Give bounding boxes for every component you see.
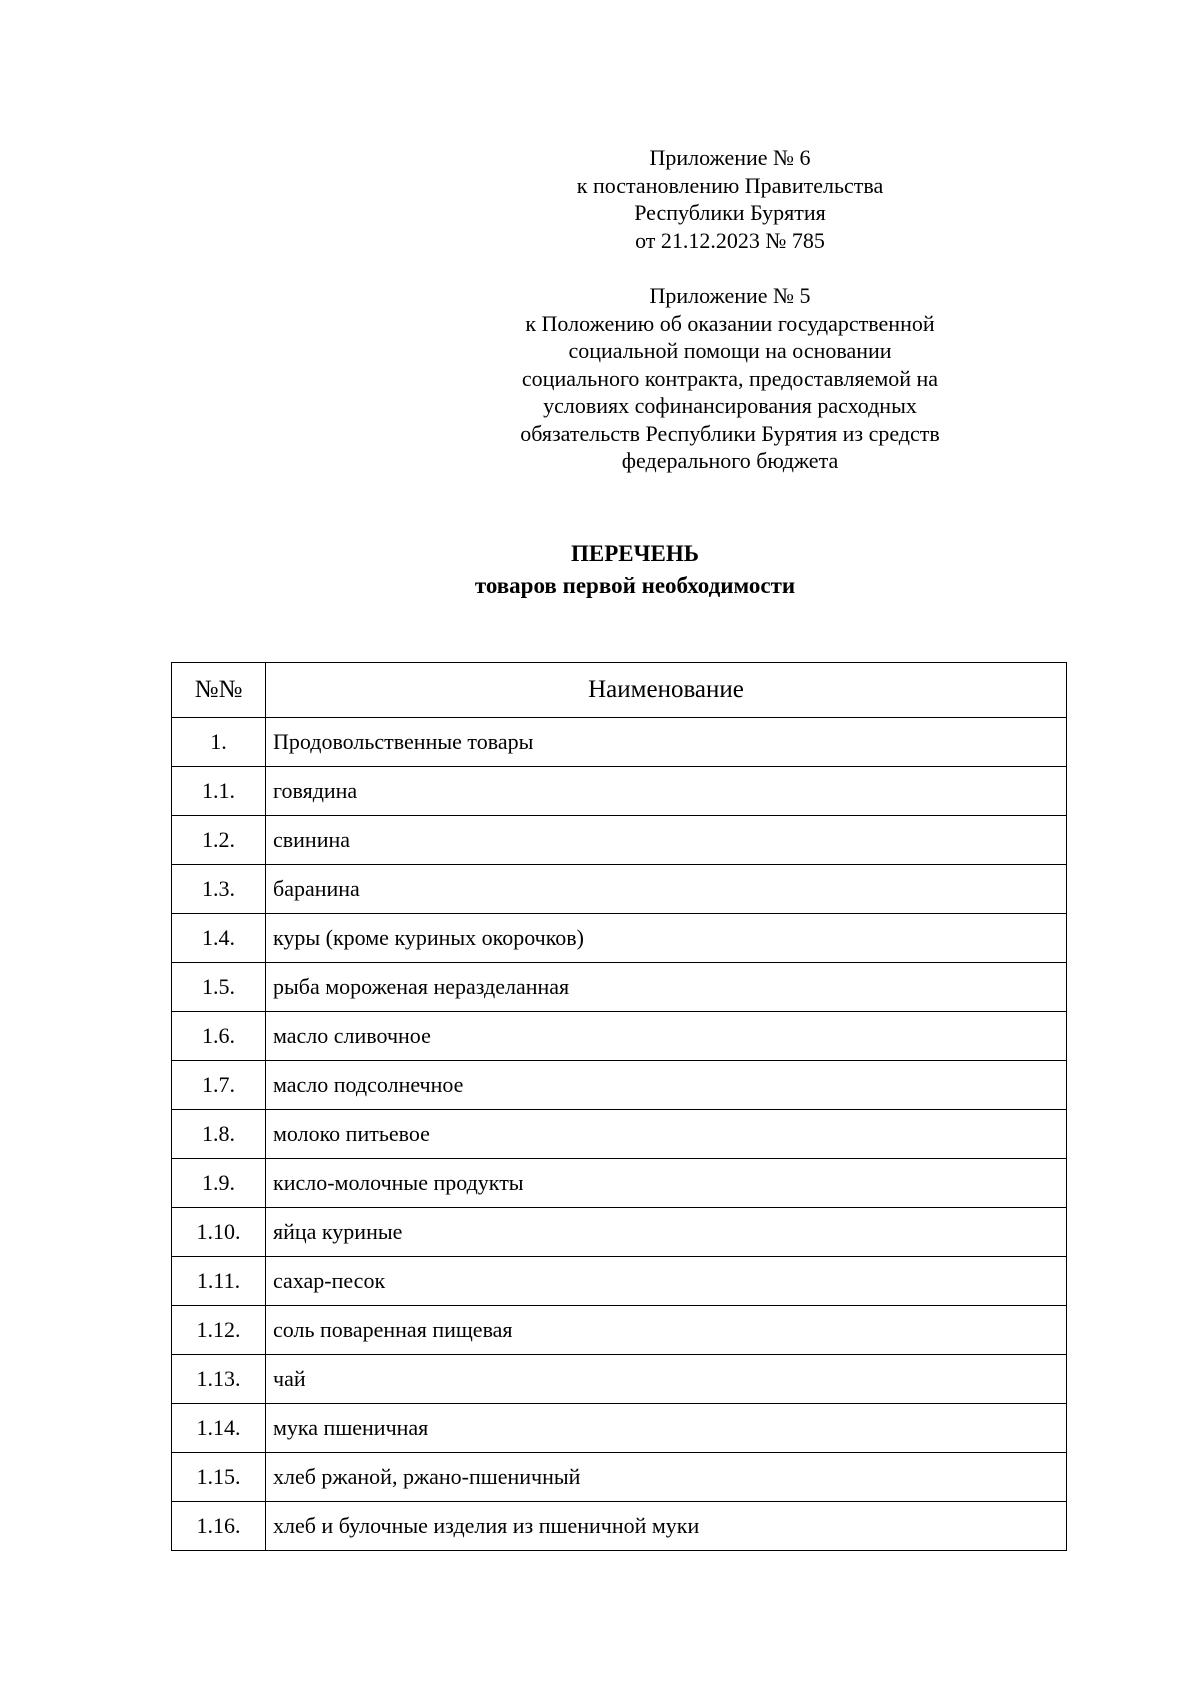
row-name: хлеб и булочные изделия из пшеничной муки [266,1502,1067,1551]
annex-5-line: условиях софинансирования расходных [543,393,917,418]
row-number: 1.14. [172,1404,266,1453]
table-row [172,1306,1067,1355]
table-row [172,963,1067,1012]
row-number: 1.8. [172,1110,266,1159]
row-name: чай [266,1355,1067,1404]
table-row [172,1110,1067,1159]
row-name: яйца куриные [266,1208,1067,1257]
row-number: 1.9. [172,1159,266,1208]
table-row [172,865,1067,914]
annex-5-line: Приложение № 5 [649,283,811,308]
row-number: 1.2. [172,816,266,865]
annex-5-line: социального контракта, предоставляемой на [521,365,939,391]
table-row [172,1257,1067,1306]
row-name: масло сливочное [266,1012,1067,1061]
goods-table [171,662,1067,1551]
row-number: 1.11. [172,1257,266,1306]
table-row [172,767,1067,816]
row-name: сахар-песок [266,1257,1067,1306]
table-row [172,816,1067,865]
annex-6-header [500,144,960,254]
row-name: мука пшеничная [266,1404,1067,1453]
row-name: соль поваренная пищевая [266,1306,1067,1355]
row-number: 1.7. [172,1061,266,1110]
table-header-row [172,663,1067,718]
table-row [172,1404,1067,1453]
table-row [172,1061,1067,1110]
document-title [0,538,1200,602]
title-sub: товаров первой необходимости [474,573,796,598]
annex-6-line: Республики Бурятия [634,200,826,225]
annex-6-line: к постановлению Правительства [576,172,884,198]
row-name: рыба мороженая неразделанная [266,963,1067,1012]
table-row [172,1159,1067,1208]
header-number: №№ [172,663,266,718]
row-number: 1.13. [172,1355,266,1404]
row-name: масло подсолнечное [266,1061,1067,1110]
row-number: 1.4. [172,914,266,963]
table-row [172,1012,1067,1061]
annex-6-line: Приложение № 6 [649,145,811,170]
annex-5-line: обязательств Республики Бурятия из средств [520,420,940,446]
row-name: куры (кроме куриных окорочков) [266,914,1067,963]
annex-5-header [470,282,990,475]
annex-6-line: от 21.12.2023 № 785 [635,227,825,253]
row-number: 1.6. [172,1012,266,1061]
row-name: говядина [266,767,1067,816]
table-row [172,1502,1067,1551]
table-row [172,1453,1067,1502]
title-main: ПЕРЕЧЕНЬ [571,541,699,566]
row-name: молоко питьевое [266,1110,1067,1159]
row-number: 1.16. [172,1502,266,1551]
row-number: 1.1. [172,767,266,816]
row-number: 1.12. [172,1306,266,1355]
table-row [172,718,1067,767]
table-row [172,914,1067,963]
row-name: баранина [266,865,1067,914]
row-number: 1.3. [172,865,266,914]
row-number: 1.15. [172,1453,266,1502]
annex-5-line: к Положению об оказании государственной [525,310,935,336]
row-number: 1.5. [172,963,266,1012]
table-row [172,1208,1067,1257]
annex-5-line: социальной помощи на основании [568,338,892,363]
row-name: кисло-молочные продукты [266,1159,1067,1208]
header-name: Наименование [266,663,1067,718]
row-name: хлеб ржаной, ржано-пшеничный [266,1453,1067,1502]
row-name: свинина [266,816,1067,865]
table-row [172,1355,1067,1404]
row-name: Продовольственные товары [266,718,1067,767]
annex-5-line: федерального бюджета [621,448,839,473]
row-number: 1. [172,718,266,767]
row-number: 1.10. [172,1208,266,1257]
